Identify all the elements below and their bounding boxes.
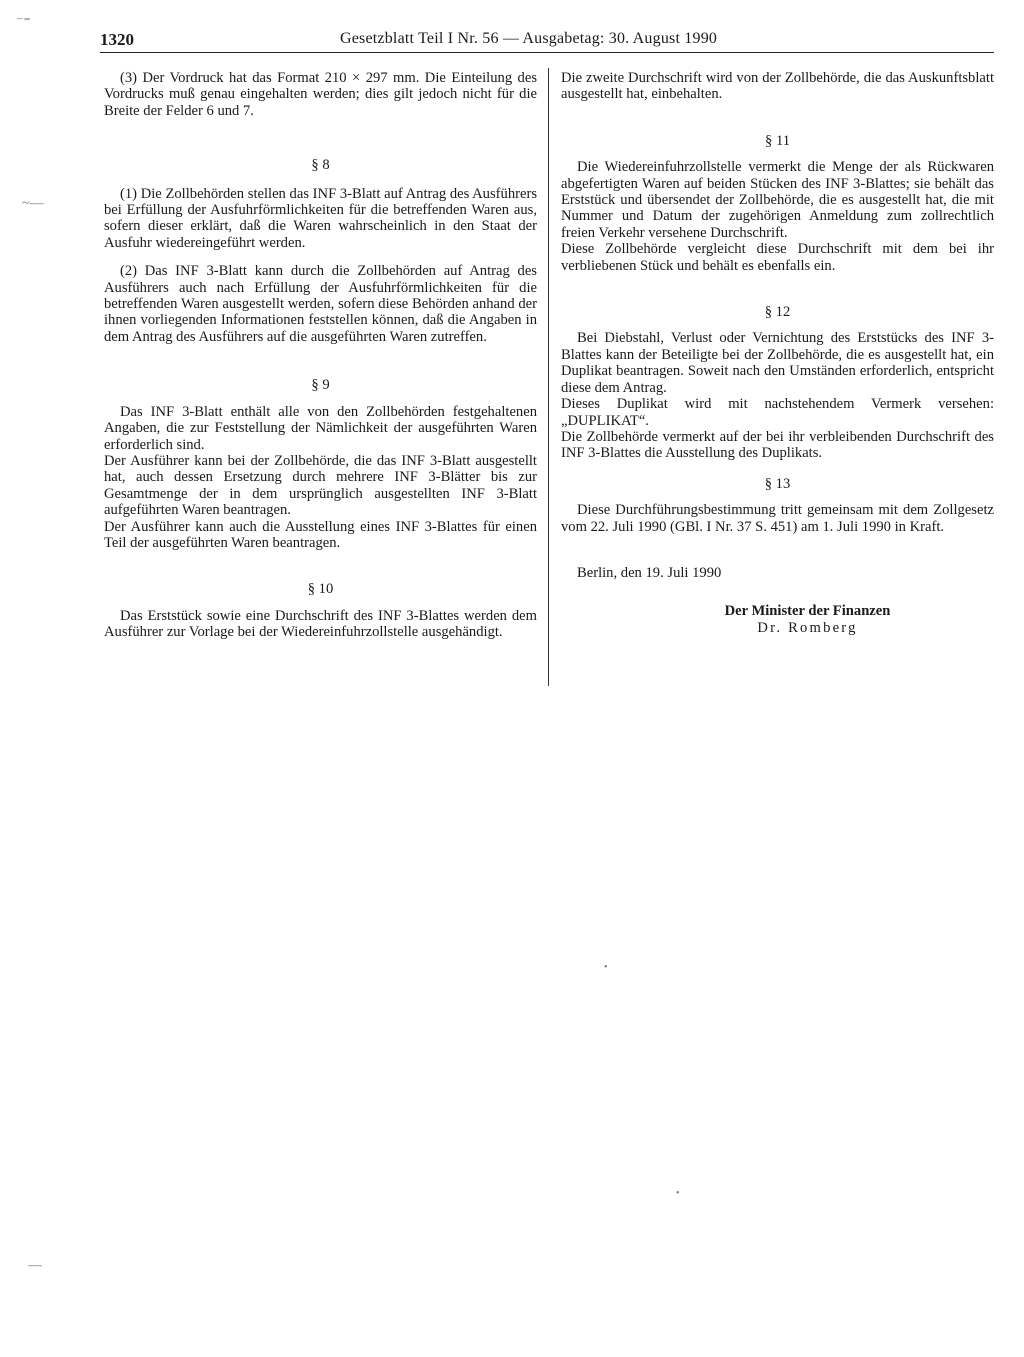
section-8-paragraph-2: (2) Das INF 3-Blatt kann durch die Zollbehörden auf Antrag des Ausführers auch nach Erfüllung der Ausfuhrförmlichkeiten für die betreffenden Waren ausgestellt werden, sofern diese Behörden anhand der ihnen vorliegenden Informationen feststellen können, daß die Angaben in dem Antrag des Ausführers auf die ausgeführten Waren zutreffen. [104,263,537,345]
section-9-paragraph-1: Das INF 3-Blatt enthält alle von den Zollbehörden festgehaltenen Angaben, die zur Feststellung der Nämlichkeit der ausgeführten Waren erforderlich sind. [104,403,537,453]
signature-title: Der Minister der Finanzen [724,603,891,620]
right-column [561,70,994,636]
journal-title-line: Gesetzblatt Teil I Nr. 56 — Ausgabetag: 30. August 1990 [340,30,718,47]
section-10-paragraph-1: Das Erststück sowie eine Durchschrift des INF 3-Blattes werden dem Ausführer zur Vorlage bei der Wiedereinfuhrzollstelle ausgehändigt. [104,607,537,641]
scan-artifact-mark: ~— [22,196,44,211]
left-column [104,70,537,641]
column-divider [548,68,549,686]
section-heading-11: § 11 [765,132,790,149]
section-12-paragraph-3: Die Zollbehörde vermerkt auf der bei ihr verbleibenden Durchschrift des INF 3-Blattes die Ausstellung des Duplikats. [561,428,994,462]
section-9-paragraph-3: Der Ausführer kann auch die Ausstellung eines INF 3-Blattes für einen Teil der ausgeführten Waren beantragen. [104,518,537,551]
section-heading-8: § 8 [311,157,330,174]
section-9-paragraph-2: Der Ausführer kann bei der Zollbehörde, die das INF 3-Blatt ausgestellt hat, auch dessen Ersetzung durch mehrere INF 3-Blätter bis zur Gesamtmenge der in dem ursprünglich ausgestellten INF 3-Blatt aufgeführten Waren beantragen. [104,452,537,519]
section-11-paragraph-1: Die Wiedereinfuhrzollstelle vermerkt die Menge der als Rückwaren abgefertigten Waren auf beiden Stücken des INF 3-Blattes; sie behält das Erststück und übersendet der Zollbehörde, die es ausgestellt hat, die mit Nummer und Datum der zugehörigen Anmeldung zum zollrechtlich freien Verkehr versehene Durchschrift. [561,159,994,241]
paragraph-format: (3) Der Vordruck hat das Format 210 × 297 mm. Die Einteilung des Vordrucks muß genau eingehalten werden; dies gilt jedoch nicht für die Breite der Felder 6 und 7. [104,70,537,119]
section-heading-12: § 12 [764,304,791,321]
signature-block [621,603,994,636]
page-number: 1320 [100,30,134,49]
page-header [100,30,994,53]
scan-artifact-mark: — [28,1258,42,1273]
place-and-date: Berlin, den 19. Juli 1990 [577,564,722,581]
scan-artifact-mark: ⁻⁼ [16,15,31,30]
section-12-paragraph-2: Dieses Duplikat wird mit nachstehendem Vermerk versehen: „DUPLIKAT“. [561,396,994,429]
section-heading-10: § 10 [307,581,334,598]
section-heading-9: § 9 [311,377,330,394]
section-11-paragraph-2: Diese Zollbehörde vergleicht diese Durchschrift mit dem bei ihr verbliebenen Stück und behält es ebenfalls ein. [561,241,994,274]
section-12-paragraph-1: Bei Diebstahl, Verlust oder Vernichtung des Erststücks des INF 3-Blattes kann der Beteiligte bei der Zollbehörde, die es ausgestellt hat, ein Duplikat beantragen. Soweit nach den Umständen erforderlich, entspricht diese dem Antrag. [561,330,994,396]
section-heading-13: § 13 [764,475,791,492]
section-13-paragraph-1: Diese Durchführungsbestimmung tritt gemeinsam mit dem Zollgesetz vom 22. Juli 1990 (GBl. I Nr. 37 S. 451) am 1. Juli 1990 in Kraft. [561,502,994,535]
continuation-paragraph: Die zweite Durchschrift wird von der Zollbehörde, die das Auskunftsblatt ausgestellt hat, einbehalten. [561,70,994,103]
signature-name: Dr. Romberg [757,619,858,636]
scan-artifact-dot: • [604,962,608,973]
section-8-paragraph-1: (1) Die Zollbehörden stellen das INF 3-Blatt auf Antrag des Ausführers bei Erfüllung der Ausfuhrförmlichkeiten für die betreffenden Waren aus, sofern dieser erklärt, daß die Waren wahrscheinlich in den Staat der Ausfuhr wiedereingeführt werden. [104,185,537,251]
scan-artifact-dot: • [676,1188,680,1199]
